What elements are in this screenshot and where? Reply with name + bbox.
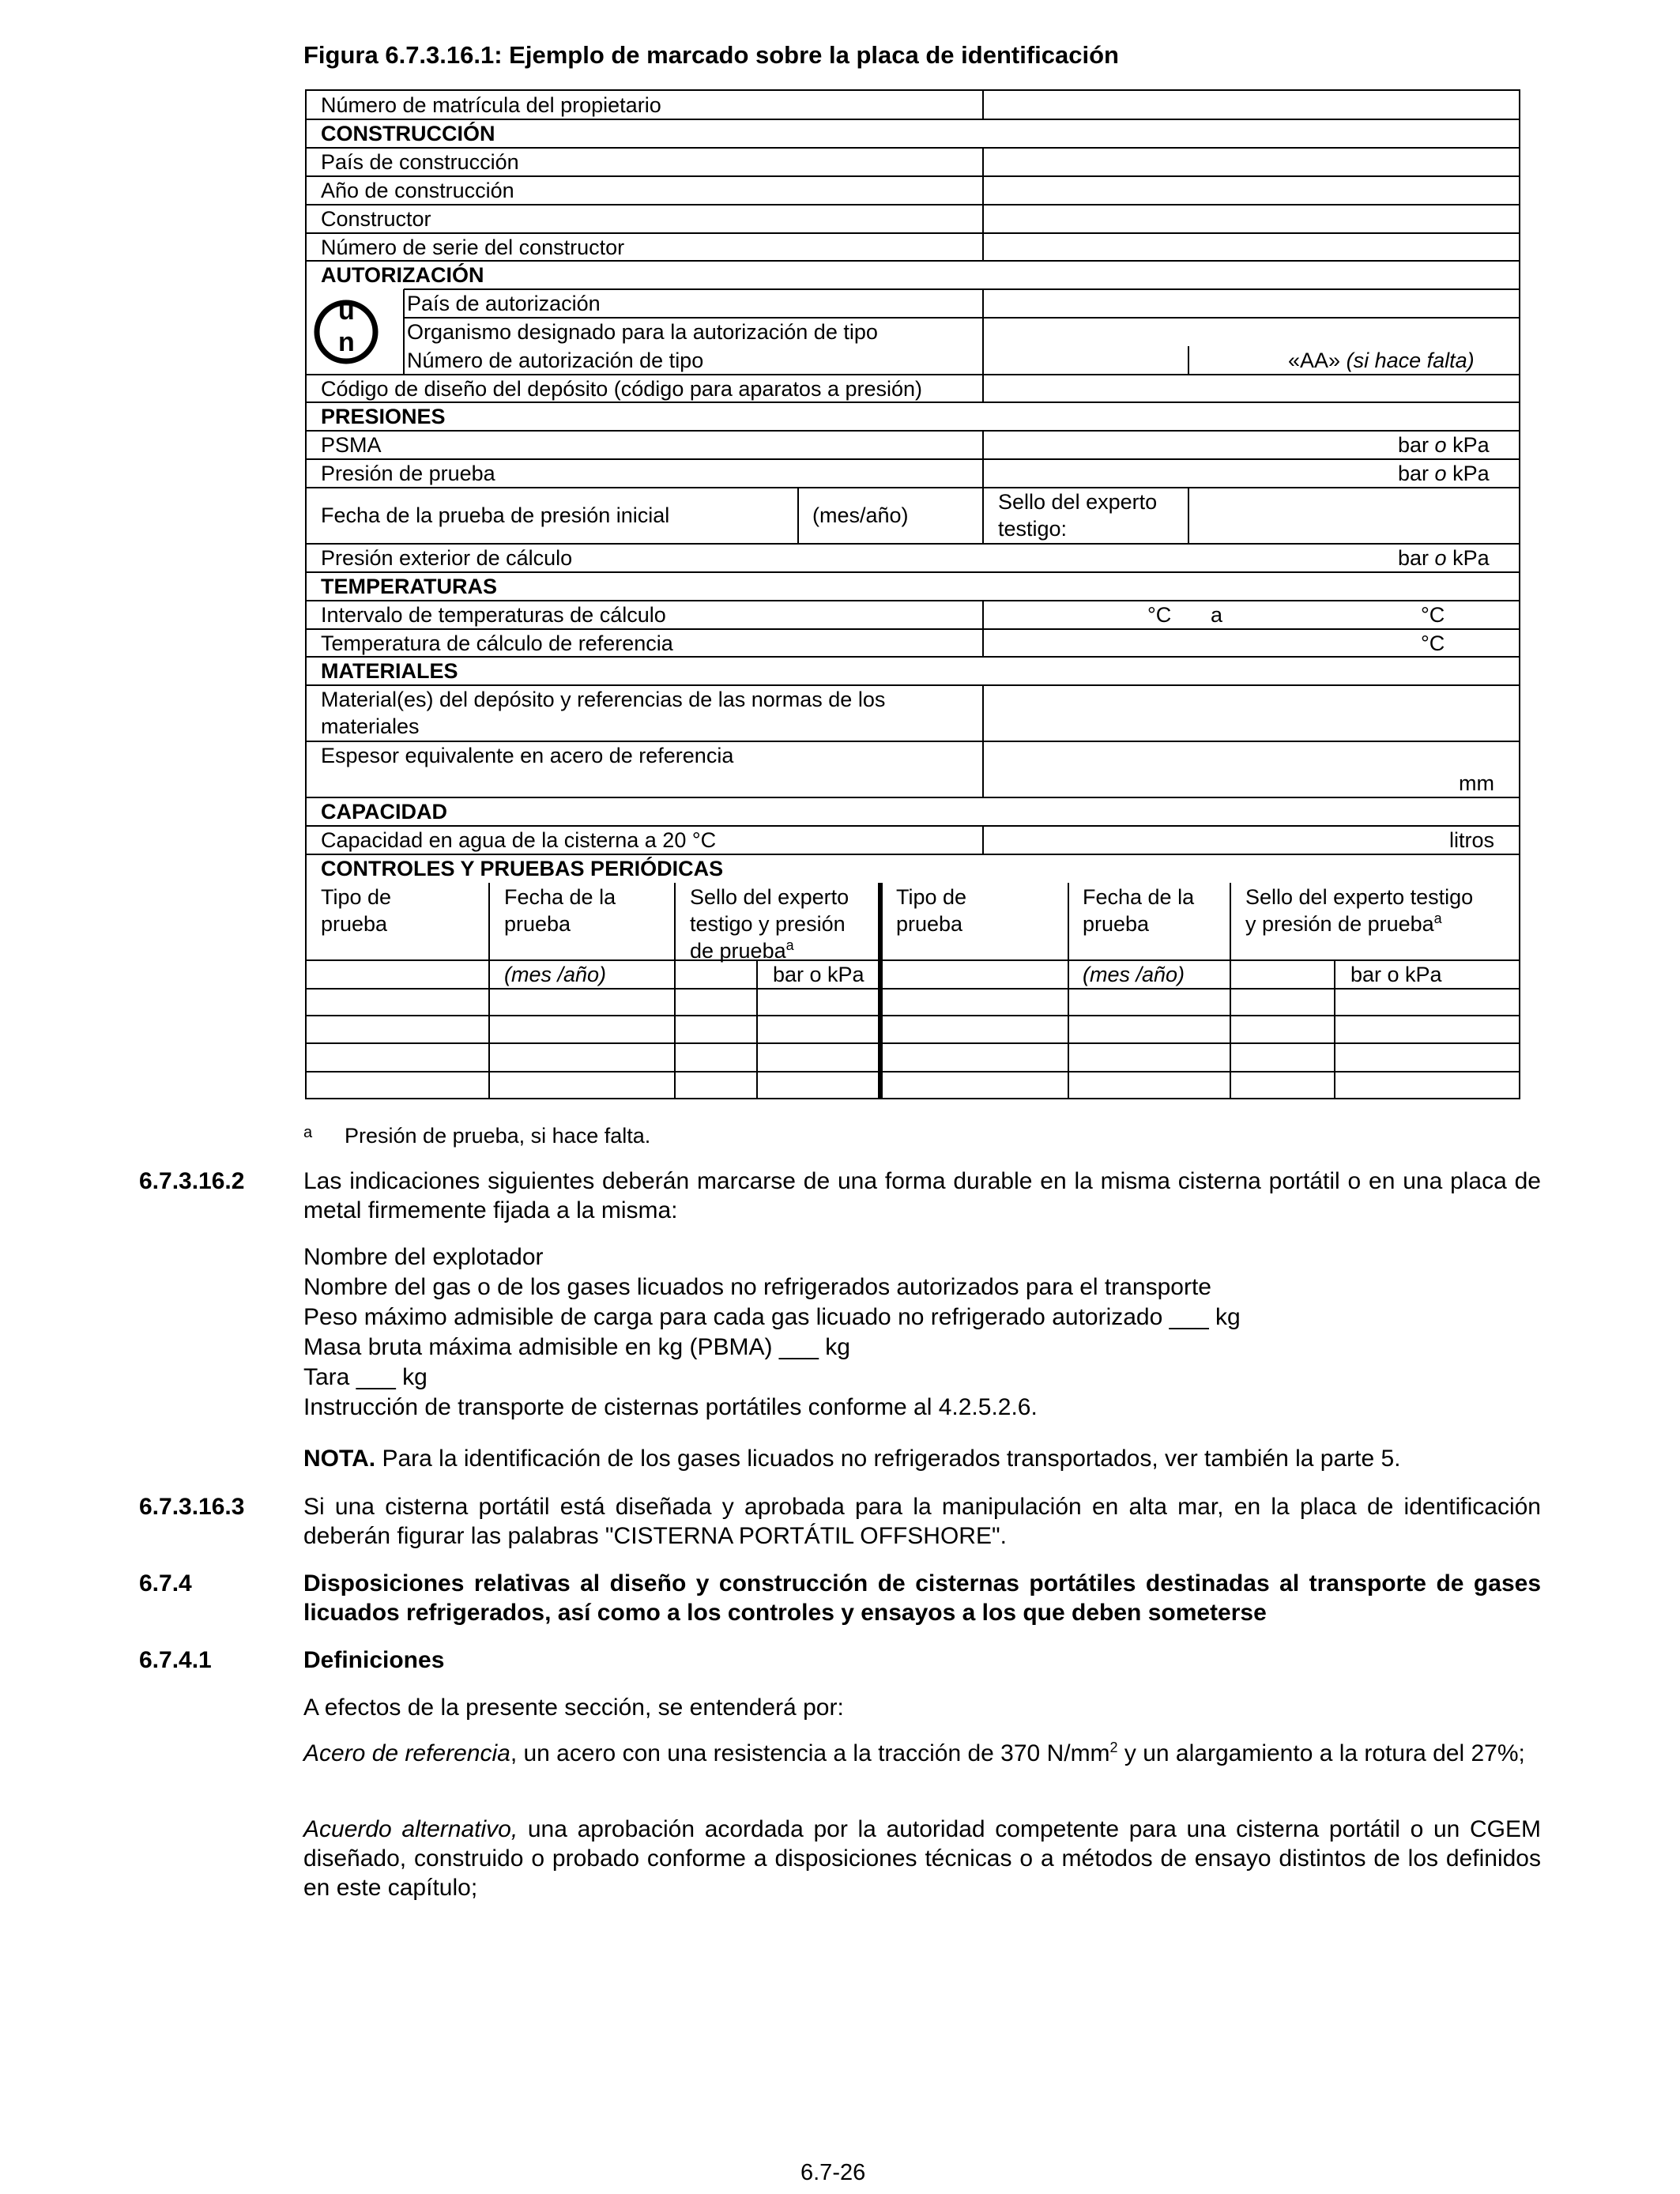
label-num-autorizacion: Número de autorización de tipo [407,349,704,372]
label-pais-autorizacion: País de autorización [407,292,601,315]
label-sello-experto-1: Sello del experto [998,490,1158,514]
label-psma: PSMA [321,433,382,457]
label-pais-construccion: País de construcción [321,150,519,174]
unit-mes-anio-right: (mes /año) [1083,963,1185,986]
col-fecha-left-2: prueba [504,912,571,936]
col-tipo-prueba-right-2: prueba [896,912,963,936]
unit-presion-exterior: bar o kPa [1398,546,1490,570]
label-constructor: Constructor [321,207,431,231]
list-item: Tara ___ kg [303,1364,428,1390]
heading-temperaturas: TEMPERATURAS [321,575,498,598]
col-tipo-prueba-left-1: Tipo de [321,885,392,909]
heading-autorizacion: AUTORIZACIÓN [321,263,484,287]
label-temp-referencia: Temperatura de cálculo de referencia [321,631,673,655]
label-material-2: materiales [321,714,420,738]
section-number-6-7-3-16-3: 6.7.3.16.3 [139,1494,245,1520]
unit-psma: bar o kPa [1398,433,1490,457]
footnote-mark: a [303,1124,313,1141]
value-aa: «AA» (si hace falta) [1288,349,1475,372]
label-capacidad-agua: Capacidad en agua de la cisterna a 20 °C [321,828,717,852]
section-heading-6-7-4-1: Definiciones [303,1647,445,1673]
value-mes-anio: (mes/año) [812,503,909,527]
list-item: Instrucción de transporte de cisternas portátiles conforme al 4.2.5.2.6. [303,1394,1038,1420]
label-intervalo-temp: Intervalo de temperaturas de cálculo [321,603,666,627]
definition-acuerdo-alternativo: Acuerdo alternativo, una aprobación acordada por la autoridad competente para una cisterna portátil o un CGEM diseñado, construido o probado conforme a disposiciones técnicas o a métodos de ensayo distintos de los definidos en este capítulo; [303,1816,1541,1901]
label-espesor: Espesor equivalente en acero de referencia [321,744,734,767]
figure-title: Figura 6.7.3.16.1: Ejemplo de marcado sobre la placa de identificación [303,41,1119,69]
col-tipo-prueba-left-2: prueba [321,912,388,936]
label-sello-experto-2: testigo: [998,517,1068,541]
paragraph-intro: A efectos de la presente sección, se entenderá por: [303,1695,844,1721]
unit-presion-prueba: bar o kPa [1398,462,1490,485]
col-sello-right-1: Sello del experto testigo [1245,885,1474,909]
label-organismo: Organismo designado para la autorización de tipo [407,320,878,344]
label-presion-prueba: Presión de prueba [321,462,495,485]
section-heading-6-7-4: Disposiciones relativas al diseño y construcción de cisternas portátiles destinadas al transporte de gases licuados refrigerados, así como a los controles y ensayos a los que deben someterse [303,1570,1541,1626]
heading-controles: CONTROLES Y PRUEBAS PERIÓDICAS [321,857,724,880]
label-a: a [1211,603,1223,627]
label-owner-reg: Número de matrícula del propietario [321,93,661,117]
nota: NOTA. Para la identificación de los gases licuados no refrigerados transportados, ver también la parte 5. [303,1446,1401,1472]
label-serie-constructor: Número de serie del constructor [321,236,625,259]
heading-presiones: PRESIONES [321,405,446,428]
section-text-6-7-3-16-3: Si una cisterna portátil está diseñada y aprobada para la manipulación en alta mar, en la placa de identificación deberán figurar las palabras "CISTERNA PORTÁTIL OFFSHORE". [303,1494,1541,1549]
section-number-6-7-4: 6.7.4 [139,1570,192,1596]
col-fecha-right-2: prueba [1083,912,1150,936]
col-fecha-left-1: Fecha de la [504,885,616,909]
un-logo-letter-u: u [338,296,355,326]
label-material-1: Material(es) del depósito y referencias de las normas de los [321,688,886,711]
heading-capacidad: CAPACIDAD [321,800,447,824]
col-sello-left-1: Sello del experto [690,885,849,909]
unit-temp-to: °C [1421,603,1445,627]
label-anio-construccion: Año de construcción [321,179,514,202]
unit-mm: mm [1459,771,1494,795]
unit-mes-anio-left: (mes /año) [504,963,607,986]
unit-litros: litros [1449,828,1495,852]
label-fecha-prueba: Fecha de la prueba de presión inicial [321,503,670,527]
label-presion-exterior: Presión exterior de cálculo [321,546,573,570]
list-item: Nombre del explotador [303,1244,544,1270]
definition-acero-referencia: Acero de referencia, un acero con una resistencia a la tracción de 370 $N/mm^2$ y un alargamiento a la rotura del 27%; [303,1740,1525,1766]
footnote-text: Presión de prueba, si hace falta. [345,1124,651,1148]
col-tipo-prueba-right-1: Tipo de [896,885,967,909]
section-number-6-7-4-1: 6.7.4.1 [139,1647,212,1673]
col-sello-left-3: de prueba$^a$ [690,937,794,963]
un-logo-letter-n: n [338,327,355,357]
heading-construccion: CONSTRUCCIÓN [321,122,495,145]
heading-materiales: MATERIALES [321,659,458,683]
unit-temp-from: °C [1147,603,1172,627]
unit-bar-kpa-left: bar o kPa [773,963,864,986]
section-text-6-7-3-16-2: Las indicaciones siguientes deberán marcarse de una forma durable en la misma cisterna portátil o en una placa de metal firmemente fijada a la misma: [303,1168,1541,1223]
label-codigo-diseno: Código de diseño del depósito (código para aparatos a presión) [321,377,923,401]
list-item: Peso máximo admisible de carga para cada gas licuado no refrigerado autorizado ___ kg [303,1304,1241,1330]
col-sello-right-2: y presión de prueba$^a$ [1245,910,1442,936]
page-number: 6.7-26 [800,2160,866,2185]
list-item: Nombre del gas o de los gases licuados no refrigerados autorizados para el transporte [303,1274,1211,1300]
col-sello-left-2: testigo y presión [690,912,846,936]
unit-bar-kpa-right: bar o kPa [1350,963,1442,986]
section-number-6-7-3-16-2: 6.7.3.16.2 [139,1168,245,1194]
unit-temp-referencia: °C [1421,631,1445,655]
list-item: Masa bruta máxima admisible en kg (PBMA) ___ kg [303,1334,850,1360]
col-fecha-right-1: Fecha de la [1083,885,1195,909]
